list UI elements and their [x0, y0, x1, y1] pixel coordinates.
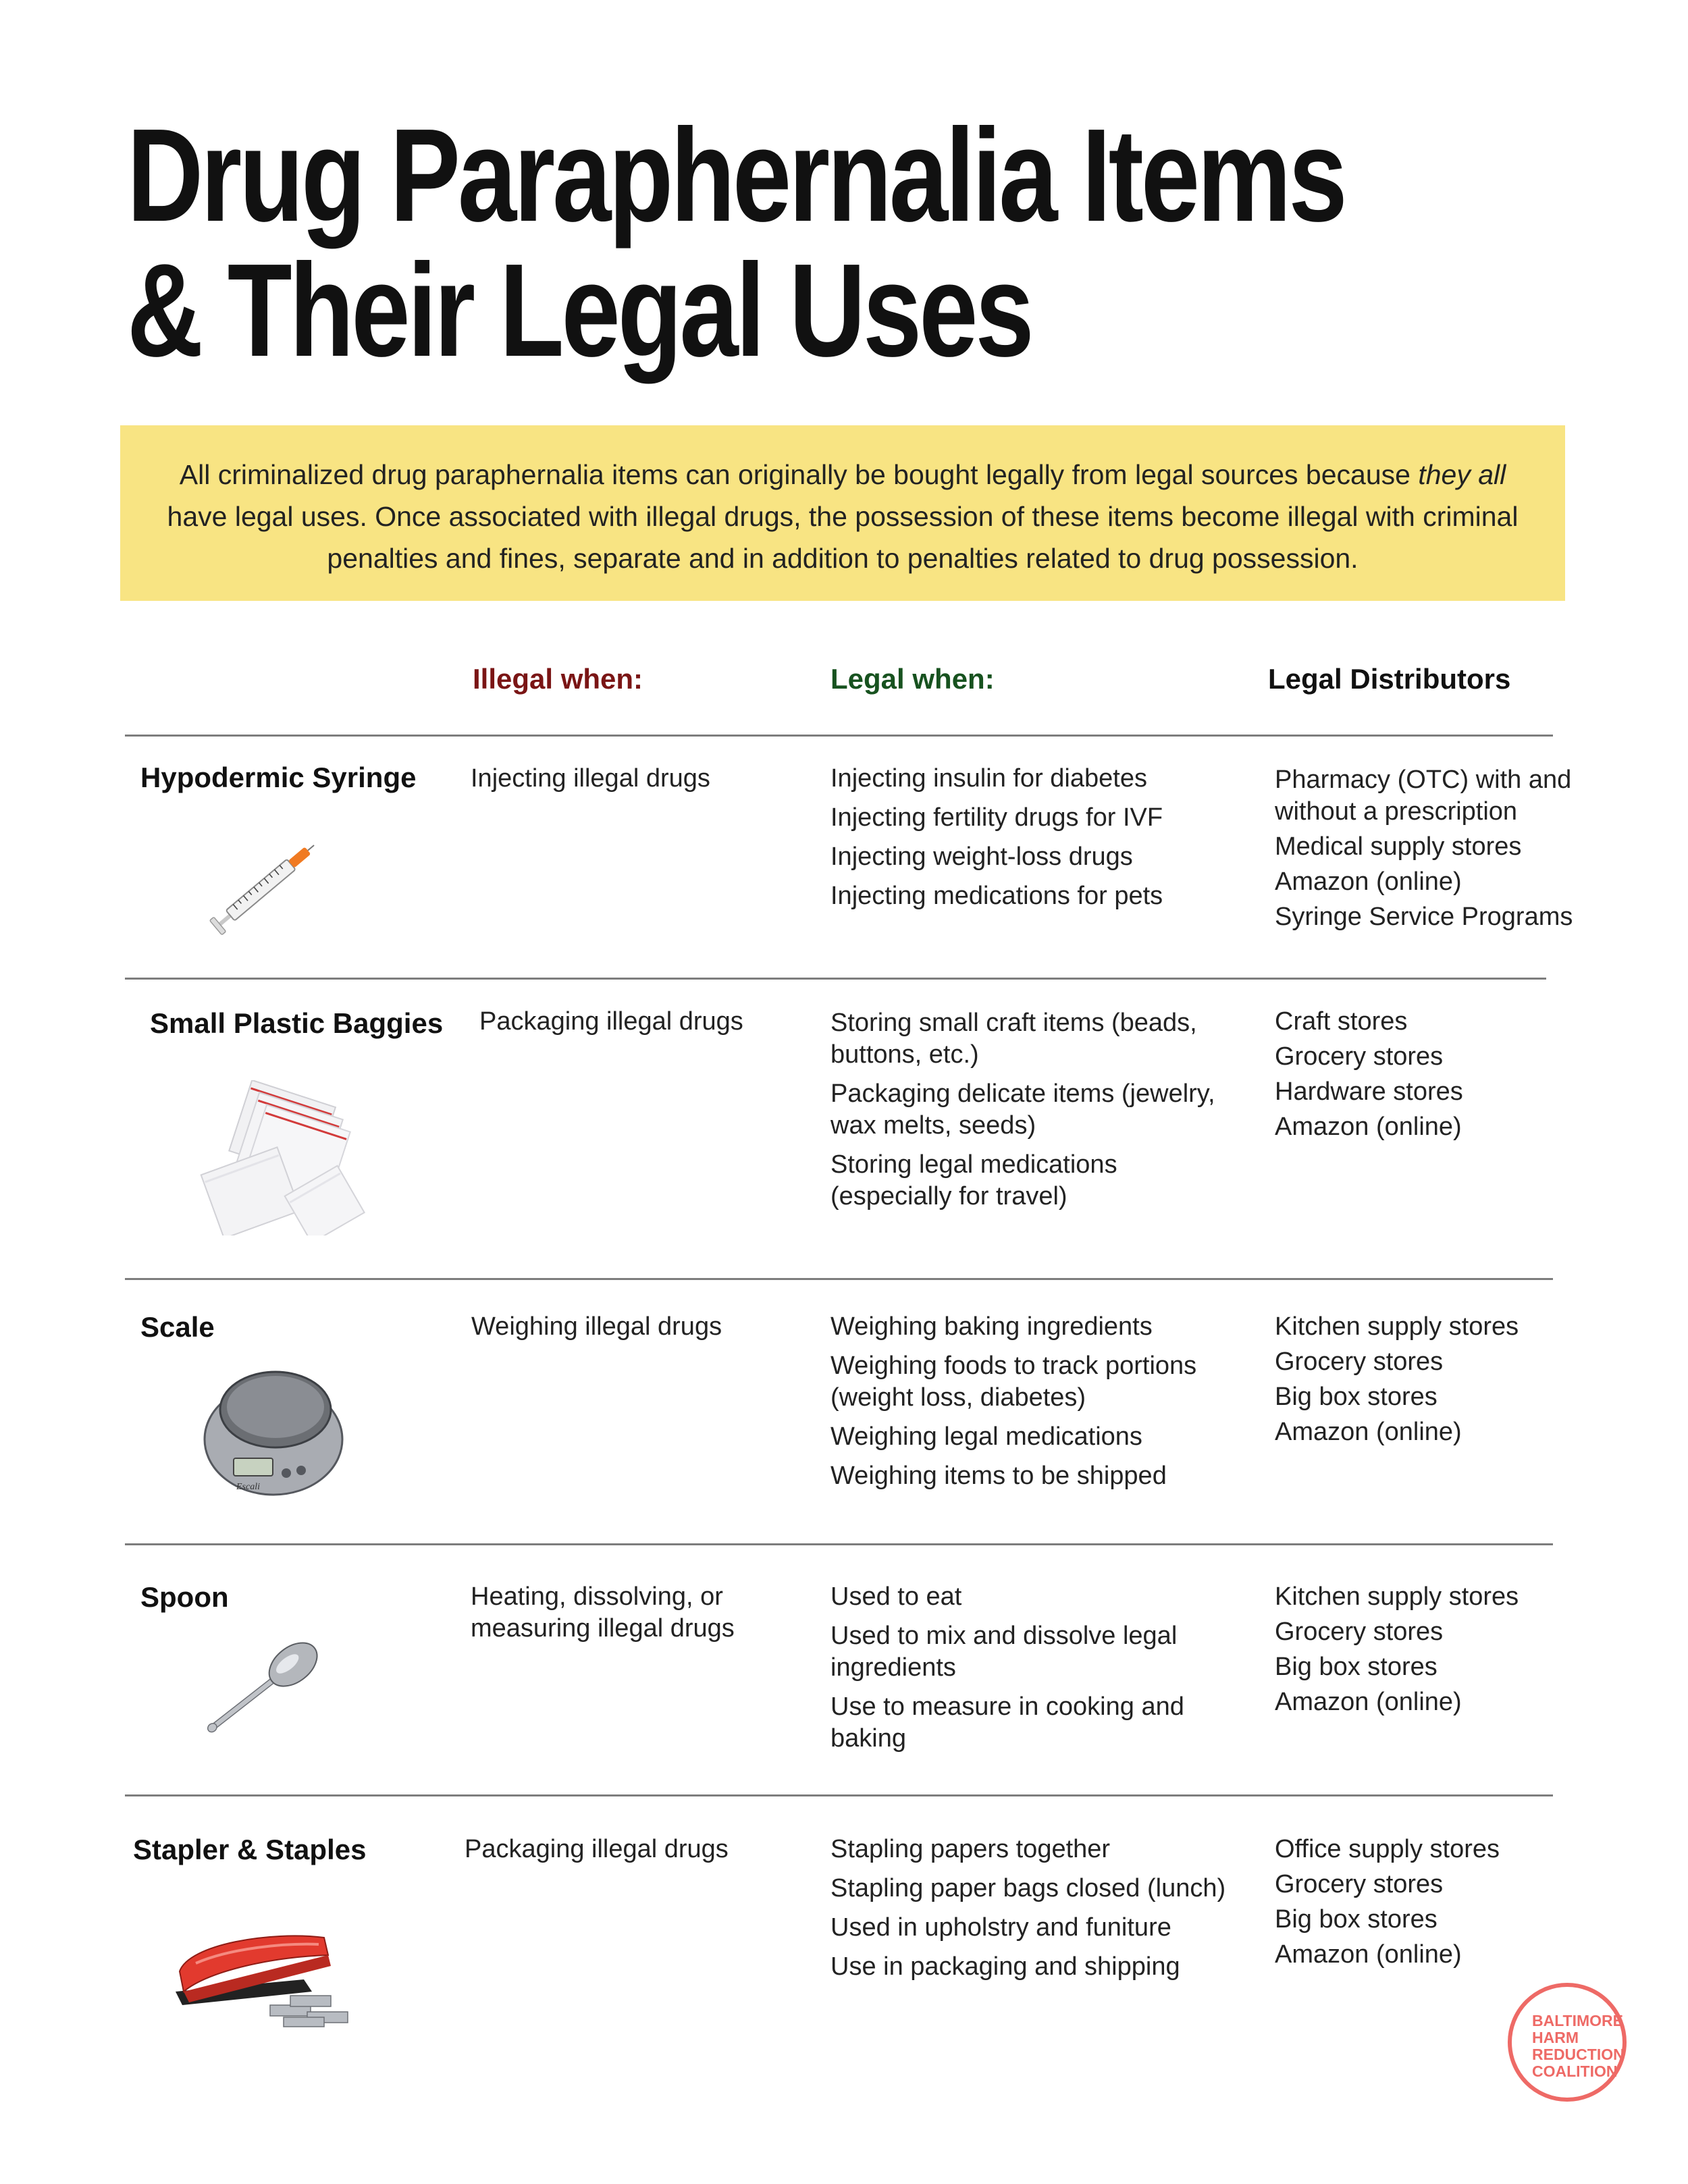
list-item: Grocery stores	[1275, 1870, 1444, 1898]
intro-text-after: have legal uses. Once associated with illegal drugs, the possession of these items become illegal with criminal penalties and fines, separate and in addition to penalties related to drug possession.	[167, 501, 1519, 574]
spoon-icon	[192, 1630, 334, 1745]
list-item: Stapling paper bags closed (lunch)	[830, 1874, 1226, 1902]
list-item: Weighing items to be shipped	[830, 1462, 1167, 1490]
illegal-use	[465, 1834, 789, 1873]
list-item: Medical supply stores	[1275, 832, 1522, 861]
list-item: Packaging delicate items (jewelry, wax melts, seeds)	[830, 1080, 1215, 1140]
legal-distributors	[1275, 1311, 1592, 1451]
legal-uses	[830, 1834, 1236, 1990]
list-item: Amazon (online)	[1275, 1940, 1462, 1969]
list-item: Grocery stores	[1275, 1042, 1444, 1071]
list-item: Big box stores	[1275, 1383, 1438, 1411]
list-item: Amazon (online)	[1275, 1688, 1462, 1716]
title-line-2: & Their Legal Uses	[127, 236, 1032, 384]
intro-text-before: All criminalized drug paraphernalia items can originally be bought legally from legal sources because	[179, 459, 1419, 490]
list-item: Packaging illegal drugs	[479, 1007, 743, 1036]
list-item: Storing small craft items (beads, buttons, etc.)	[830, 1009, 1197, 1069]
list-item: Syringe Service Programs	[1275, 903, 1573, 931]
intro-emphasis: they all	[1418, 459, 1506, 490]
divider	[125, 1278, 1553, 1280]
list-item: Big box stores	[1275, 1905, 1438, 1934]
item-name: Scale	[140, 1311, 215, 1343]
illegal-use	[471, 1581, 795, 1652]
list-item: Amazon (online)	[1275, 1113, 1462, 1141]
list-item: Amazon (online)	[1275, 1418, 1462, 1446]
list-item: Use to measure in cooking and baking	[830, 1693, 1184, 1753]
column-header-illegal: Illegal when:	[473, 663, 643, 695]
list-item: Weighing baking ingredients	[830, 1312, 1153, 1341]
syringe-icon	[196, 824, 331, 952]
legal-uses	[830, 1581, 1222, 1762]
divider	[125, 978, 1546, 980]
list-item: Kitchen supply stores	[1275, 1312, 1519, 1341]
list-item: Storing legal medications (especially for travel)	[830, 1150, 1117, 1210]
legal-uses	[830, 763, 1222, 920]
divider	[125, 735, 1553, 737]
title-line-1: Drug Paraphernalia Items	[127, 101, 1345, 249]
logo-line: REDUCTION	[1532, 2046, 1625, 2063]
item-name: Small Plastic Baggies	[150, 1007, 444, 1039]
logo-line: BALTIMORE	[1532, 2012, 1624, 2029]
column-header-legal: Legal when:	[830, 663, 995, 695]
illegal-use	[471, 763, 795, 802]
list-item: Packaging illegal drugs	[465, 1835, 729, 1863]
list-item: Injecting fertility drugs for IVF	[830, 803, 1163, 832]
list-item: Injecting illegal drugs	[471, 764, 710, 793]
scale-icon	[196, 1357, 351, 1502]
organization-logo	[1508, 1983, 1627, 2102]
list-item: Office supply stores	[1275, 1835, 1500, 1863]
legal-distributors	[1275, 1581, 1592, 1722]
list-item: Craft stores	[1275, 1007, 1408, 1036]
illegal-use	[471, 1311, 795, 1350]
item-name: Stapler & Staples	[133, 1834, 367, 1865]
logo-line: COALITION	[1532, 2062, 1618, 2080]
list-item: Weighing legal medications	[830, 1422, 1142, 1451]
svg-text:Escali: Escali	[236, 1482, 260, 1492]
list-item: Injecting weight-loss drugs	[830, 843, 1133, 871]
list-item: Kitchen supply stores	[1275, 1582, 1519, 1611]
item-name: Spoon	[140, 1581, 229, 1613]
list-item: Grocery stores	[1275, 1348, 1444, 1376]
list-item: Weighing foods to track portions (weight loss, diabetes)	[830, 1352, 1197, 1412]
list-item: Heating, dissolving, or measuring illegal drugs	[471, 1582, 735, 1643]
baggies-icon	[196, 1080, 371, 1235]
list-item: Weighing illegal drugs	[471, 1312, 722, 1341]
page-title	[127, 101, 1345, 384]
column-header-distributors: Legal Distributors	[1268, 663, 1511, 695]
list-item: Hardware stores	[1275, 1077, 1463, 1106]
legal-distributors	[1275, 1834, 1592, 1974]
stapler-icon	[169, 1904, 358, 2032]
list-item: Injecting insulin for diabetes	[830, 764, 1147, 793]
legal-uses	[830, 1007, 1222, 1220]
list-item: Stapling papers together	[830, 1835, 1111, 1863]
list-item: Used in upholstry and funiture	[830, 1913, 1171, 1942]
list-item: Used to eat	[830, 1582, 962, 1611]
list-item: Grocery stores	[1275, 1618, 1444, 1646]
list-item: Use in packaging and shipping	[830, 1952, 1180, 1981]
legal-distributors	[1275, 1006, 1592, 1146]
legal-uses	[830, 1311, 1222, 1499]
list-item: Pharmacy (OTC) with and without a prescription	[1275, 766, 1572, 826]
logo-line: HARM	[1532, 2029, 1579, 2046]
legal-distributors	[1275, 764, 1592, 936]
divider	[125, 1794, 1553, 1796]
list-item: Big box stores	[1275, 1653, 1438, 1681]
list-item: Used to mix and dissolve legal ingredients	[830, 1622, 1178, 1682]
list-item: Amazon (online)	[1275, 868, 1462, 896]
divider	[125, 1543, 1553, 1545]
list-item: Injecting medications for pets	[830, 882, 1163, 910]
intro-callout	[120, 425, 1565, 601]
illegal-use	[479, 1006, 803, 1045]
item-name: Hypodermic Syringe	[140, 762, 417, 793]
